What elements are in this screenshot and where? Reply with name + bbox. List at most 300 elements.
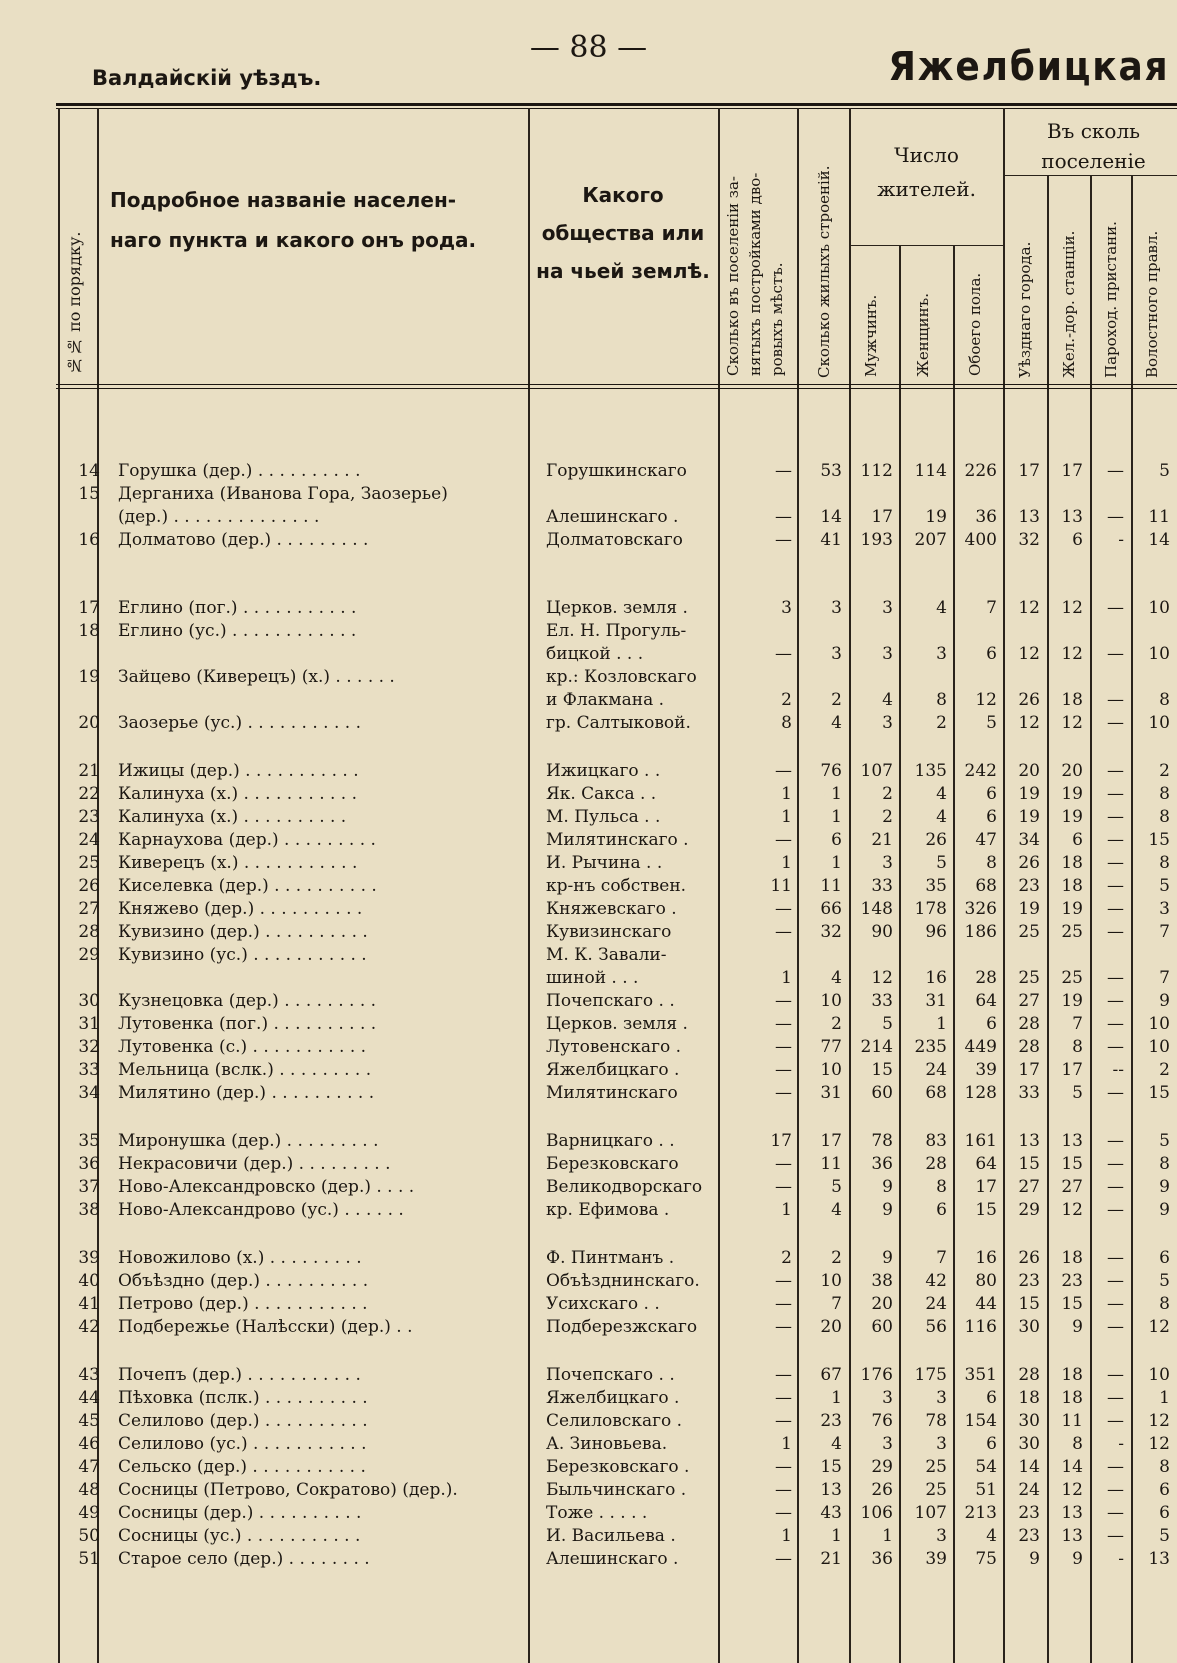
cell-d3: — [1107,991,1124,1011]
cell-bld: 1 [831,853,842,873]
cell-d2: 18 [1061,853,1083,873]
cell-m: 36 [871,1549,893,1569]
cell-w: 16 [925,968,947,988]
table-row [0,1293,1177,1315]
table-row [0,1036,1177,1058]
cell-vac: 1 [781,1434,792,1454]
cell-vac: — [775,1154,792,1174]
cell-bld: 13 [820,1480,842,1500]
cell-w: 31 [925,991,947,1011]
cell-d3: — [1107,1248,1124,1268]
cell-m: 21 [871,830,893,850]
society-name: А. Зиновьева. [546,1434,668,1454]
cell-w: 26 [925,830,947,850]
settlement-name: Милятино (дер.) . . . . . . . . . . [118,1083,375,1103]
table-row [0,783,1177,805]
cell-m: 90 [871,922,893,942]
cell-d3: — [1107,853,1124,873]
cell-d1: 28 [1018,1365,1040,1385]
row-number: 50 [78,1526,100,1546]
row-number: 39 [78,1248,100,1268]
cell-vac: — [775,530,792,550]
settlement-name: Пѣховка (пслк.) . . . . . . . . . . [118,1388,368,1408]
row-number: 48 [78,1480,100,1500]
col-header-society: Какого общества или на чьей землѣ. [536,183,710,283]
cell-d3: — [1107,784,1124,804]
cell-d2: 18 [1061,690,1083,710]
cell-m: 9 [882,1248,893,1268]
settlement-name: Ново-Александрово (ус.) . . . . . . [118,1200,404,1220]
table-row [0,921,1177,943]
cell-vac: — [775,1014,792,1034]
society-name: Быльчинскаго . [546,1480,687,1500]
cell-vac: 11 [770,876,792,896]
cell-w: 4 [936,784,947,804]
cell-d1: 30 [1018,1434,1040,1454]
cell-w: 78 [925,1411,947,1431]
society-name: М. К. Завали- [546,945,667,965]
cell-bld: 76 [820,761,842,781]
cell-t: 6 [986,1388,997,1408]
cell-bld: 66 [820,899,842,919]
cell-w: 235 [914,1037,947,1057]
cell-d1: 28 [1018,1037,1040,1057]
col-header-buildings: Сколько жилыхъ строеній. [815,165,833,378]
cell-bld: 10 [820,1060,842,1080]
cell-d4: 9 [1159,1200,1170,1220]
row-number: 24 [78,830,100,850]
cell-t: 351 [964,1365,997,1385]
col-header-residents: Число жителей. [877,143,976,201]
cell-w: 28 [925,1154,947,1174]
cell-bld: 43 [820,1503,842,1523]
row-number: 25 [78,853,100,873]
cell-d2: 9 [1072,1317,1083,1337]
table-row [0,460,1177,482]
society-name: Яжелбицкаго . [546,1060,680,1080]
society-name: Усихскаго . . [546,1294,660,1314]
society-name: Кувизинскаго [546,922,672,942]
table-row [0,643,1177,665]
cell-t: 8 [986,853,997,873]
cell-d2: 18 [1061,1248,1083,1268]
cell-d4: 8 [1159,784,1170,804]
cell-d4: 8 [1159,1457,1170,1477]
cell-d1: 12 [1018,713,1040,733]
cell-d4: 10 [1148,1365,1170,1385]
society-name: кр. Ефимова . [546,1200,670,1220]
cell-t: 400 [964,530,997,550]
cell-bld: 77 [820,1037,842,1057]
cell-d4: 10 [1148,1037,1170,1057]
cell-t: 15 [975,1200,997,1220]
cell-vac: — [775,1388,792,1408]
cell-t: 213 [964,1503,997,1523]
cell-d3: -- [1112,1060,1124,1080]
cell-vac: — [775,899,792,919]
cell-vac: 1 [781,1526,792,1546]
table-row [0,620,1177,642]
settlement-name: Кузнецовка (дер.) . . . . . . . . . [118,991,377,1011]
settlement-name: Еглино (ус.) . . . . . . . . . . . . [118,621,357,641]
cell-w: 4 [936,807,947,827]
cell-m: 17 [871,507,893,527]
cell-vac: — [775,644,792,664]
cell-d4: 5 [1159,1131,1170,1151]
cell-t: 6 [986,1434,997,1454]
cell-t: 449 [964,1037,997,1057]
cell-t: 4 [986,1526,997,1546]
cell-d1: 23 [1018,876,1040,896]
cell-d4: 2 [1159,1060,1170,1080]
row-number: 30 [78,991,100,1011]
cell-w: 6 [936,1200,947,1220]
cell-d2: 19 [1061,807,1083,827]
table-row [0,529,1177,551]
cell-d1: 23 [1018,1526,1040,1546]
cell-t: 39 [975,1060,997,1080]
cell-m: 3 [882,598,893,618]
cell-w: 42 [925,1271,947,1291]
row-number: 35 [78,1131,100,1151]
table-row [0,1013,1177,1035]
cell-bld: 1 [831,807,842,827]
cell-m: 36 [871,1154,893,1174]
cell-d3: — [1107,1480,1124,1500]
header-bottom-rule [56,384,1177,385]
cell-d1: 27 [1018,991,1040,1011]
society-name: бицкой . . . [546,644,644,664]
cell-d3: - [1118,1434,1124,1454]
cell-w: 68 [925,1083,947,1103]
settlement-name: Селилово (дер.) . . . . . . . . . . [118,1411,368,1431]
cell-vac: — [775,1365,792,1385]
cell-d4: 8 [1159,1154,1170,1174]
cell-d1: 26 [1018,1248,1040,1268]
cell-t: 47 [975,830,997,850]
table-row [0,1153,1177,1175]
cell-d2: 15 [1061,1154,1083,1174]
cell-t: 28 [975,968,997,988]
cell-d3: — [1107,1457,1124,1477]
cell-d1: 33 [1018,1083,1040,1103]
table-row [0,1502,1177,1524]
cell-vac: — [775,461,792,481]
cell-d3: — [1107,1526,1124,1546]
cell-d1: 15 [1018,1294,1040,1314]
cell-w: 35 [925,876,947,896]
society-name: Як. Сакса . . [546,784,657,804]
cell-d3: — [1107,1177,1124,1197]
society-name: Милятинскаго . [546,830,689,850]
cell-w: 114 [914,461,947,481]
settlement-name: Дерганиха (Иванова Гора, Заозерье) [118,484,448,504]
settlement-name: Объѣздно (дер.) . . . . . . . . . . [118,1271,369,1291]
cell-m: 112 [860,461,893,481]
cell-m: 9 [882,1200,893,1220]
cell-w: 4 [936,598,947,618]
society-name: Ел. Н. Прогуль- [546,621,687,641]
cell-bld: 32 [820,922,842,942]
cell-d3: — [1107,461,1124,481]
cell-t: 80 [975,1271,997,1291]
cell-t: 186 [964,922,997,942]
header-rule-thick [56,103,1177,106]
row-number: 22 [78,784,100,804]
settlement-name: Сельско (дер.) . . . . . . . . . . . [118,1457,366,1477]
society-name: Варницкаго . . [546,1131,675,1151]
cell-d4: 7 [1159,968,1170,988]
society-name: М. Пульса . . [546,807,661,827]
settlement-name: Старое село (дер.) . . . . . . . . [118,1549,370,1569]
cell-d1: 29 [1018,1200,1040,1220]
cell-bld: 3 [831,598,842,618]
cell-t: 154 [964,1411,997,1431]
cell-d4: 8 [1159,1294,1170,1314]
cell-vac: 2 [781,690,792,710]
col-header-dist-volost: Волостного правл. [1143,230,1161,378]
cell-vac: 3 [781,598,792,618]
cell-d1: 30 [1018,1317,1040,1337]
cell-d2: 12 [1061,1200,1083,1220]
cell-d2: 17 [1061,461,1083,481]
cell-d4: 6 [1159,1503,1170,1523]
cell-d3: — [1107,761,1124,781]
cell-bld: 67 [820,1365,842,1385]
cell-vac: — [775,1271,792,1291]
cell-w: 96 [925,922,947,942]
cell-m: 214 [860,1037,893,1057]
society-name: кр-нъ собствен. [546,876,687,896]
cell-d2: 20 [1061,761,1083,781]
society-name: И. Рычина . . [546,853,663,873]
cell-t: 6 [986,807,997,827]
settlement-name: Сосницы (Петрово, Сократово) (дер.). [118,1480,458,1500]
cell-w: 39 [925,1549,947,1569]
row-number: 14 [78,461,100,481]
cell-d3: — [1107,598,1124,618]
cell-w: 19 [925,507,947,527]
table-row [0,1364,1177,1386]
cell-bld: 11 [820,876,842,896]
society-name: шиной . . . [546,968,639,988]
row-number: 46 [78,1434,100,1454]
settlement-name: Долматово (дер.) . . . . . . . . . [118,530,369,550]
cell-m: 2 [882,784,893,804]
cell-bld: 5 [831,1177,842,1197]
cell-w: 178 [914,899,947,919]
society-name: Милятинскаго [546,1083,678,1103]
cell-bld: 2 [831,1014,842,1034]
cell-d2: 6 [1072,530,1083,550]
cell-w: 2 [936,713,947,733]
cell-vac: — [775,830,792,850]
cell-d3: — [1107,1294,1124,1314]
table-row [0,806,1177,828]
cell-bld: 1 [831,1388,842,1408]
row-number: 19 [78,667,100,687]
cell-d4: 11 [1148,507,1170,527]
cell-d3: — [1107,1388,1124,1408]
cell-bld: 4 [831,968,842,988]
society-name: Березковскаго [546,1154,679,1174]
cell-bld: 1 [831,1526,842,1546]
cell-bld: 4 [831,1434,842,1454]
cell-d2: 18 [1061,1365,1083,1385]
cell-m: 33 [871,876,893,896]
cell-d4: 2 [1159,761,1170,781]
cell-t: 5 [986,713,997,733]
cell-bld: 4 [831,1200,842,1220]
cell-bld: 1 [831,784,842,804]
cell-d1: 25 [1018,922,1040,942]
row-number: 47 [78,1457,100,1477]
cell-d2: 19 [1061,899,1083,919]
cell-d4: 15 [1148,830,1170,850]
table-row [0,1479,1177,1501]
society-name: Горушкинскаго [546,461,687,481]
society-name: кр.: Козловскаго [546,667,697,687]
cell-bld: 2 [831,690,842,710]
society-name: Яжелбицкаго . [546,1388,680,1408]
cell-w: 207 [914,530,947,550]
settlement-name: Княжево (дер.) . . . . . . . . . . [118,899,363,919]
cell-d4: 6 [1159,1480,1170,1500]
col-header-men: Мужчинъ. [862,294,880,377]
settlement-name: Сосницы (дер.) . . . . . . . . . . [118,1503,362,1523]
cell-d3: — [1107,1200,1124,1220]
cell-m: 106 [860,1503,893,1523]
cell-d2: 12 [1061,1480,1083,1500]
cell-d1: 34 [1018,830,1040,850]
cell-t: 36 [975,507,997,527]
cell-d2: 19 [1061,784,1083,804]
settlement-name: Еглино (пог.) . . . . . . . . . . . [118,598,357,618]
settlement-name: Ижицы (дер.) . . . . . . . . . . . [118,761,359,781]
settlement-name: Кувизино (ус.) . . . . . . . . . . . [118,945,367,965]
row-number: 23 [78,807,100,827]
society-name: Ижицкаго . . [546,761,661,781]
settlement-name: Ново-Александровско (дер.) . . . . [118,1177,415,1197]
cell-t: 64 [975,991,997,1011]
cell-t: 75 [975,1549,997,1569]
cell-d1: 18 [1018,1388,1040,1408]
cell-d2: 23 [1061,1271,1083,1291]
settlement-name: Кувизино (дер.) . . . . . . . . . . [118,922,368,942]
settlement-name: Сосницы (ус.) . . . . . . . . . . . [118,1526,361,1546]
cell-d4: 5 [1159,1271,1170,1291]
cell-t: 226 [964,461,997,481]
cell-d2: 19 [1061,991,1083,1011]
society-name: Великодворскаго [546,1177,703,1197]
society-name: Березковскаго . [546,1457,690,1477]
cell-bld: 20 [820,1317,842,1337]
row-number: 27 [78,899,100,919]
society-name: и Флакмана . [546,690,665,710]
society-name: Церков. земля . [546,598,688,618]
society-name: Лутовенскаго . [546,1037,682,1057]
cell-d4: 10 [1148,1014,1170,1034]
cell-bld: 14 [820,507,842,527]
cell-d1: 12 [1018,644,1040,664]
col-header-both: Обоего пола. [966,272,984,376]
cell-d2: 25 [1061,922,1083,942]
cell-d1: 27 [1018,1177,1040,1197]
cell-bld: 53 [820,461,842,481]
cell-d3: — [1107,1317,1124,1337]
cell-w: 56 [925,1317,947,1337]
cell-m: 3 [882,853,893,873]
table-row [0,760,1177,782]
cell-d2: 17 [1061,1060,1083,1080]
row-number: 29 [78,945,100,965]
cell-m: 1 [882,1526,893,1546]
cell-d4: 5 [1159,876,1170,896]
table-row [0,1176,1177,1198]
cell-m: 60 [871,1083,893,1103]
cell-d1: 9 [1029,1549,1040,1569]
cell-d4: 3 [1159,899,1170,919]
cell-w: 25 [925,1480,947,1500]
cell-d1: 12 [1018,598,1040,618]
cell-d3: - [1118,1549,1124,1569]
cell-t: 68 [975,876,997,896]
cell-vac: — [775,1411,792,1431]
cell-m: 76 [871,1411,893,1431]
row-number: 26 [78,876,100,896]
society-name: Почепскаго . . [546,1365,675,1385]
table-row [0,1433,1177,1455]
cell-d2: 6 [1072,830,1083,850]
cell-d4: 10 [1148,644,1170,664]
cell-d2: 13 [1061,1131,1083,1151]
cell-d3: — [1107,876,1124,896]
col-header-distance: Въ сколь поселеніе [1041,119,1146,173]
cell-d3: — [1107,1271,1124,1291]
settlement-name: Зайцево (Киверецъ) (х.) . . . . . . [118,667,395,687]
cell-d2: 14 [1061,1457,1083,1477]
cell-w: 3 [936,1526,947,1546]
cell-d4: 5 [1159,1526,1170,1546]
society-name: Долматовскаго [546,530,683,550]
col-header-name: Подробное названіе населен- наго пункта и какого онъ рода. [110,188,477,252]
cell-d1: 19 [1018,784,1040,804]
cell-m: 78 [871,1131,893,1151]
cell-t: 116 [964,1317,997,1337]
cell-d2: 11 [1061,1411,1083,1431]
settlement-name: Лутовенка (пог.) . . . . . . . . . . [118,1014,377,1034]
society-name: Селиловскаго . [546,1411,683,1431]
cell-d3: — [1107,507,1124,527]
table-row [0,967,1177,989]
table-row [0,1270,1177,1292]
cell-vac: — [775,1177,792,1197]
cell-t: 17 [975,1177,997,1197]
header-bottom-rule-thin [56,388,1177,389]
cell-d3: — [1107,1411,1124,1431]
row-number: 18 [78,621,100,641]
row-number: 34 [78,1083,100,1103]
cell-d1: 13 [1018,1131,1040,1151]
row-number: 42 [78,1317,100,1337]
settlement-name: Петрово (дер.) . . . . . . . . . . . [118,1294,368,1314]
cell-vac: — [775,1083,792,1103]
table-row [0,1059,1177,1081]
cell-d1: 26 [1018,853,1040,873]
cell-vac: 1 [781,807,792,827]
society-name: Ф. Пинтманъ . [546,1248,675,1268]
cell-bld: 11 [820,1154,842,1174]
